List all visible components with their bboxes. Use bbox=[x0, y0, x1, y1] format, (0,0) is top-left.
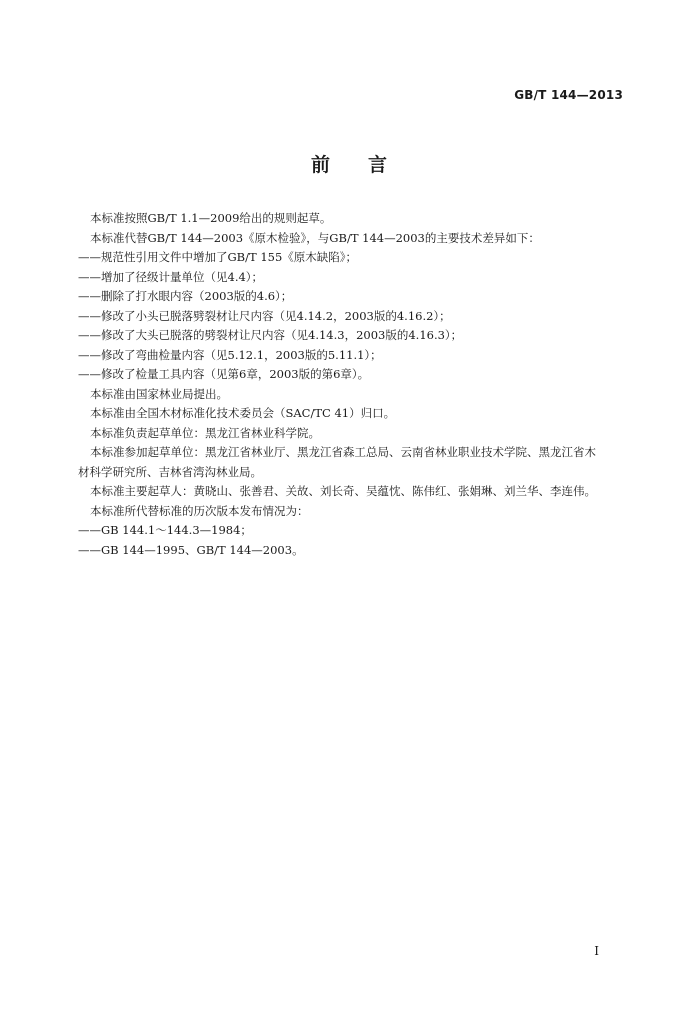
paragraph: 本标准按照GB/T 1.1—2009给出的规则起草。 bbox=[90, 211, 332, 225]
foreword-body bbox=[78, 209, 630, 560]
page-title: 前言 bbox=[310, 154, 425, 176]
paragraph: 本标准代替GB/T 144—2003《原木检验》，与GB/T 144—2003的主要技术差异如下： bbox=[90, 230, 540, 245]
paragraph: 本标准负责起草单位：黑龙江省林业科学院。 bbox=[90, 425, 320, 440]
paragraph: 本标准由全国木材标准化技术委员会（SAC/TC 41）归口。 bbox=[90, 406, 396, 420]
list-item: ——修改了弯曲检量内容（见5.12.1，2003版的5.11.1）； bbox=[78, 347, 382, 362]
page-number: I bbox=[594, 944, 599, 958]
list-item: ——修改了检量工具内容（见第6章，2003版的第6章）。 bbox=[78, 367, 370, 381]
list-item: ——GB 144.1～144.3—1984； bbox=[78, 523, 252, 537]
paragraph: 材科学研究所、吉林省湾沟林业局。 bbox=[78, 464, 262, 479]
paragraph: 本标准参加起草单位：黑龙江省林业厅、黑龙江省森工总局、云南省林业职业技术学院、黑龙江省木 bbox=[90, 445, 596, 459]
list-item: ——修改了小头已脱落劈裂材让尺内容（见4.14.2，2003版的4.16.2）； bbox=[78, 308, 451, 323]
list-item: ——删除了打水眼内容（2003版的4.6）； bbox=[78, 289, 293, 303]
list-item: ——修改了大头已脱落的劈裂材让尺内容（见4.14.3，2003版的4.16.3）； bbox=[78, 328, 463, 342]
paragraph: 本标准主要起草人：黄晓山、张善君、关故、刘长奇、吴蕴忱、陈伟红、张娟琳、刘兰华、李连伟。 bbox=[90, 484, 596, 498]
standard-number: GB/T 144—2013 bbox=[514, 88, 623, 102]
list-item: ——增加了径级计量单位（见4.4）； bbox=[78, 269, 264, 284]
paragraph: 本标准所代替标准的历次版本发布情况为： bbox=[90, 503, 309, 518]
list-item: ——GB 144—1995、GB/T 144—2003。 bbox=[78, 542, 304, 557]
paragraph: 本标准由国家林业局提出。 bbox=[90, 386, 228, 401]
list-item: ——规范性引用文件中增加了GB/T 155《原木缺陷》； bbox=[78, 250, 358, 264]
